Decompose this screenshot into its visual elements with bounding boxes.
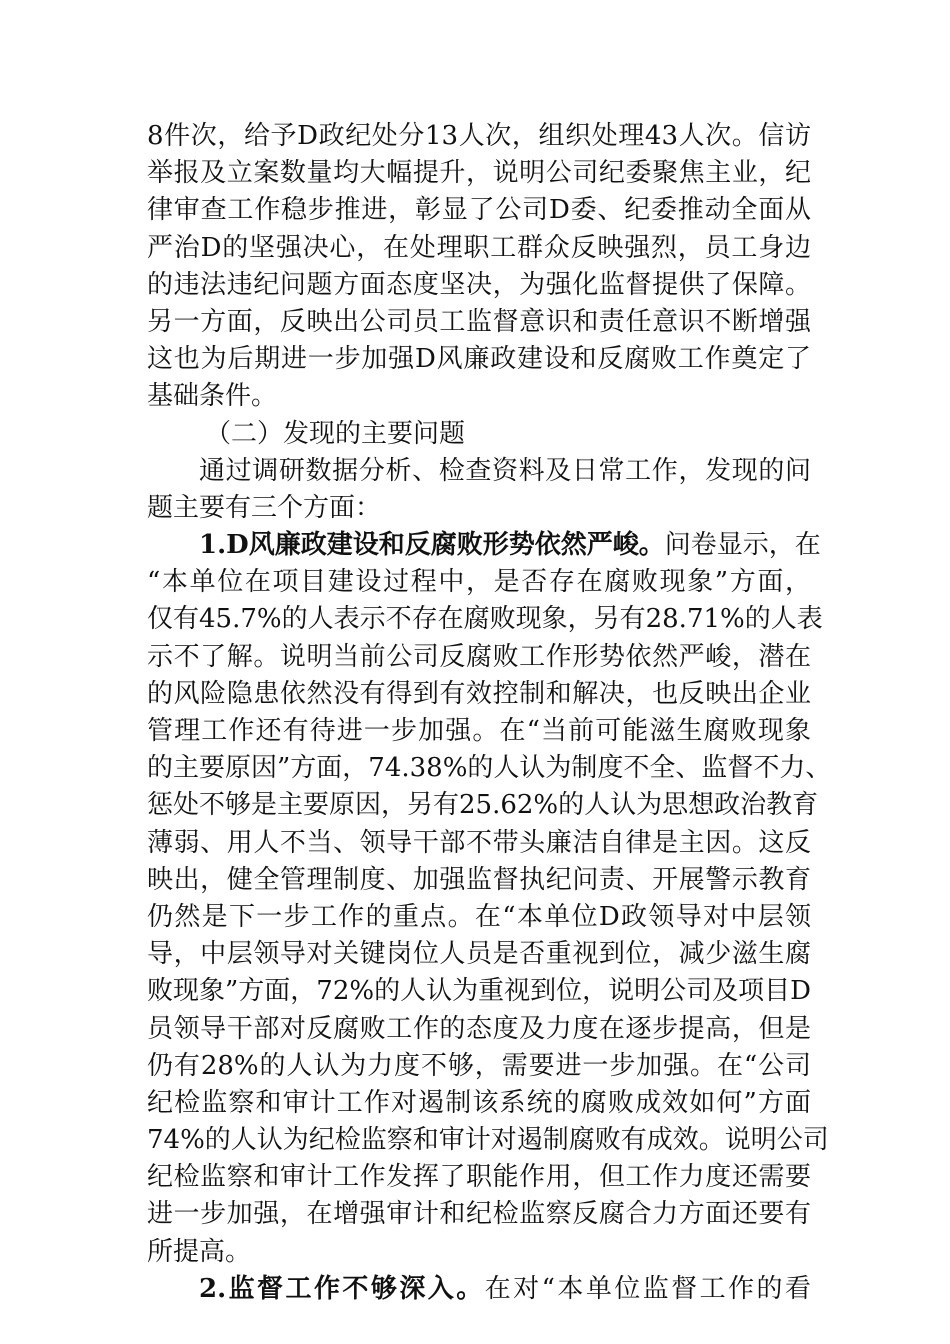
text-line: 仍有28%的人认为力度不够，需要进一步加强。在“公司 bbox=[147, 1050, 811, 1081]
text-line: 严治D的坚强决心，在处理职工群众反映强烈，员工身边 bbox=[147, 232, 811, 263]
item2-first-line bbox=[147, 1271, 811, 1308]
item1-first-rest: 问卷显示，在 bbox=[664, 530, 821, 561]
text-line: 薄弱、用人不当、领导干部不带头廉洁自律是主因。这反 bbox=[147, 827, 811, 858]
text-line: 基础条件。 bbox=[147, 381, 278, 412]
item2-title: 2.监督工作不够深入。 bbox=[199, 1273, 485, 1304]
item2-rest: 在对“本单位监督工作的看 bbox=[484, 1273, 811, 1304]
text-line: 通过调研数据分析、检查资料及日常工作，发现的问 bbox=[199, 455, 811, 486]
text-line: 的风险隐患依然没有得到有效控制和解决，也反映出企业 bbox=[147, 678, 811, 709]
text-line: 的主要原因”方面，74.38%的人认为制度不全、监督不力、 bbox=[147, 753, 832, 784]
text-line: 进一步加强，在增强审计和纪检监察反腐合力方面还要有 bbox=[147, 1199, 811, 1230]
text-line: 惩处不够是主要原因，另有25.62%的人认为思想政治教育 bbox=[147, 790, 819, 821]
text-line: 律审查工作稳步推进，彰显了公司D委、纪委推动全面从 bbox=[147, 195, 811, 226]
text-line: 示不了解。说明当前公司反腐败工作形势依然严峻，潜在 bbox=[147, 641, 811, 672]
text-line: 仅有45.7%的人表示不存在腐败现象，另有28.71%的人表 bbox=[147, 604, 823, 635]
text-line: 的违法违纪问题方面态度坚决，为强化监督提供了保障。 bbox=[147, 269, 811, 300]
text-line: 败现象”方面，72%的人认为重视到位，说明公司及项目D bbox=[147, 976, 811, 1007]
text-line: 导，中层领导对关键岗位人员是否重视到位，减少滋生腐 bbox=[147, 939, 811, 970]
text-line: 题主要有三个方面： bbox=[147, 492, 382, 523]
text-line: “本单位在项目建设过程中，是否存在腐败现象”方面， bbox=[147, 567, 811, 598]
item1-first-line bbox=[147, 527, 821, 564]
text-line: 纪检监察和审计工作发挥了职能作用，但工作力度还需要 bbox=[147, 1162, 811, 1193]
text-line: 纪检监察和审计工作对遏制该系统的腐败成效如何”方面 bbox=[147, 1087, 811, 1118]
text-line: 仍然是下一步工作的重点。在“本单位D政领导对中层领 bbox=[147, 901, 811, 932]
item1-title: 1.D风廉政建设和反腐败形势依然严峻。 bbox=[199, 530, 665, 561]
text-line: 这也为后期进一步加强D风廉政建设和反腐败工作奠定了 bbox=[147, 344, 811, 375]
text-line: 另一方面，反映出公司员工监督意识和责任意识不断增强 bbox=[147, 306, 811, 337]
text-line: 举报及立案数量均大幅提升，说明公司纪委聚焦主业，纪 bbox=[147, 158, 811, 189]
text-line: 员领导干部对反腐败工作的态度及力度在逐步提高，但是 bbox=[147, 1013, 811, 1044]
text-line: 映出，健全管理制度、加强监督执纪问责、开展警示教育 bbox=[147, 864, 811, 895]
document-page bbox=[147, 118, 832, 1308]
text-line: 所提高。 bbox=[147, 1236, 252, 1267]
text-line: 74%的人认为纪检监察和审计对遏制腐败有成效。说明公司 bbox=[147, 1125, 829, 1156]
text-line: 8件次，给予D政纪处分13人次，组织处理43人次。信访 bbox=[147, 121, 811, 151]
text-line: 管理工作还有待进一步加强。在“当前可能滋生腐败现象 bbox=[147, 716, 811, 746]
section-heading: （二）发现的主要问题 bbox=[205, 418, 466, 449]
